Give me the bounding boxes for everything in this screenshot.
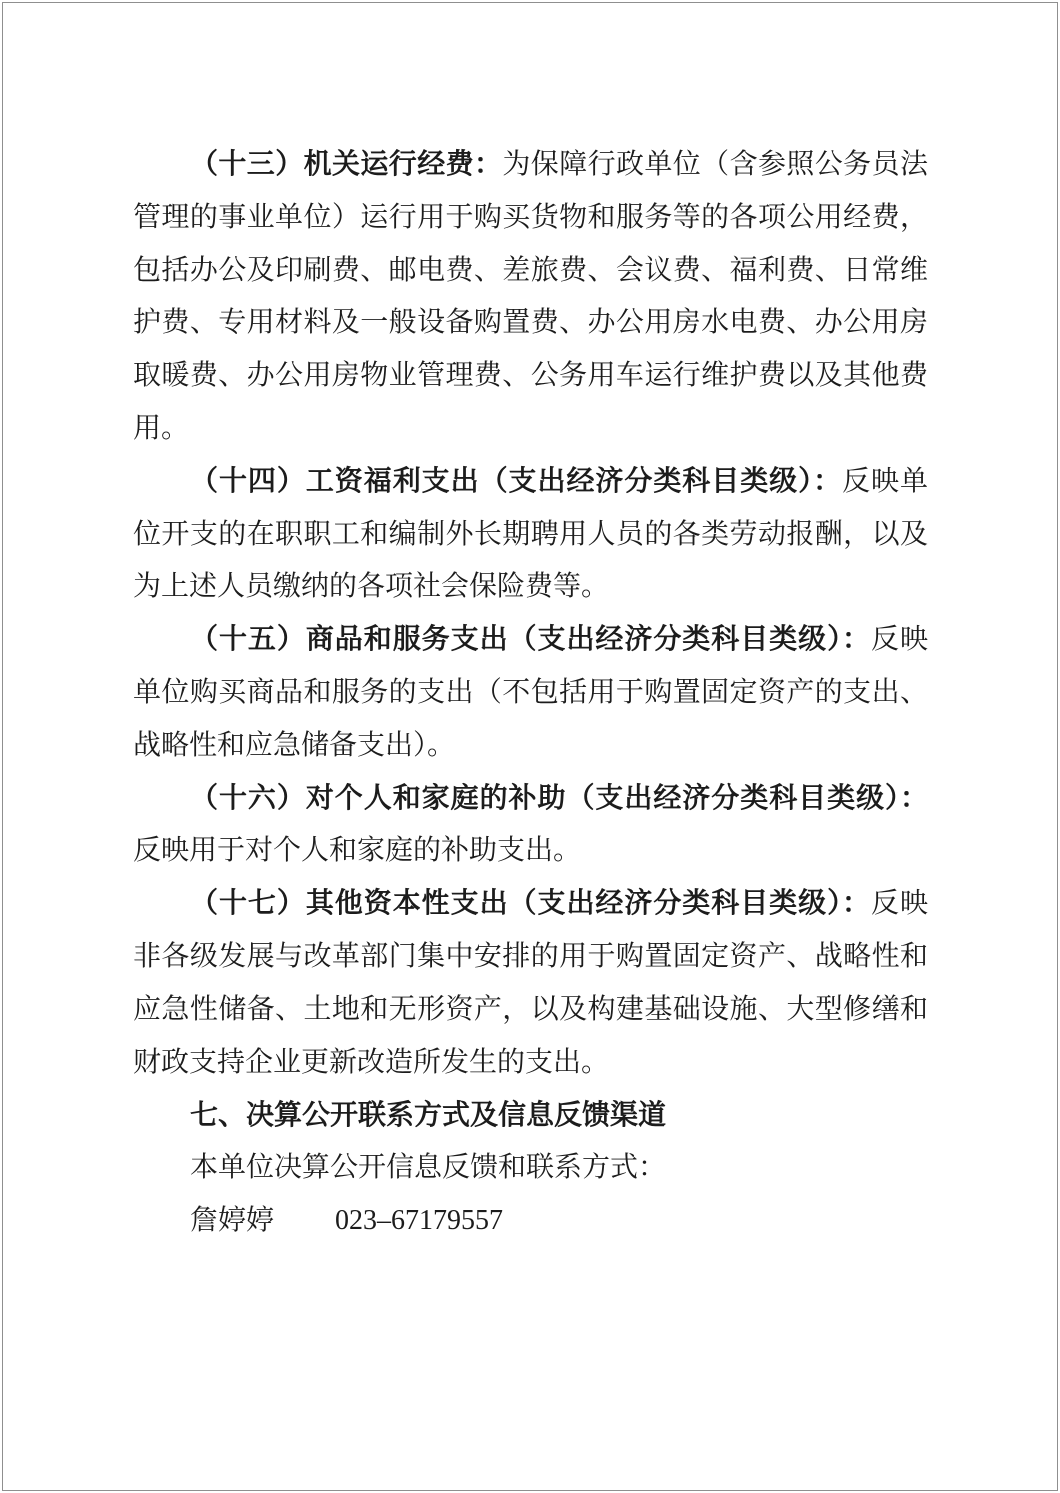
paragraph-line: 包括办公及印刷费、邮电费、差旅费、会议费、福利费、日常维 [133, 254, 928, 286]
paragraph-line: 为上述人员缴纳的各项社会保险费等。 [133, 571, 610, 603]
term-label: （十四）工资福利支出（支出经济分类科目类级）： [190, 465, 843, 497]
term-label: （十六）对个人和家庭的补助（支出经济分类科目类级）： [190, 782, 928, 814]
paragraph-line [133, 456, 928, 509]
document-body [133, 139, 928, 1248]
term-label: （十三）机关运行经费： [190, 149, 503, 180]
paragraph-line: 护费、专用材料及一般设备购置费、办公用房水电费、办公用房 [133, 307, 928, 339]
paragraph-line: 取暖费、办公用房物业管理费、公务用车运行维护费以及其他费 [133, 360, 928, 392]
paragraph-line: 财政支持企业更新改造所发生的支出。 [133, 1046, 610, 1078]
paragraph-line: 位开支的在职职工和编制外长期聘用人员的各类劳动报酬，以及 [133, 518, 928, 550]
paragraph-line [133, 773, 928, 826]
term-label: （十五）商品和服务支出（支出经济分类科目类级）： [190, 624, 872, 656]
paragraph-line: 非各级发展与改革部门集中安排的用于购置固定资产、战略性和 [133, 940, 928, 972]
contact-phone: 023–67179557 [335, 1204, 503, 1236]
paragraph-line [133, 139, 928, 192]
line-text: 反映单 [842, 465, 928, 497]
term-label: （十七）其他资本性支出（支出经济分类科目类级）： [190, 888, 872, 920]
line-text: 反映 [871, 888, 928, 920]
paragraph-line: 战略性和应急储备支出）。 [133, 729, 456, 761]
paragraph-line [133, 614, 928, 667]
contact-name: 詹婷婷 [190, 1204, 275, 1236]
line-text: 为保障行政单位（含参照公务员法 [502, 149, 928, 180]
contact-line [133, 1195, 928, 1248]
paragraph-line: 应急性储备、土地和无形资产，以及构建基础设施、大型修缮和 [133, 993, 928, 1025]
paragraph-line: 单位购买商品和服务的支出（不包括用于购置固定资产的支出、 [133, 676, 928, 708]
contact-intro: 本单位决算公开信息反馈和联系方式： [190, 1152, 667, 1184]
section-heading: 七、决算公开联系方式及信息反馈渠道 [190, 1099, 667, 1131]
paragraph-line: 反映用于对个人和家庭的补助支出。 [133, 835, 582, 867]
paragraph-line: 管理的事业单位）运行用于购买货物和服务等的各项公用经费， [133, 201, 928, 233]
paragraph-line: 用。 [133, 412, 190, 444]
paragraph-line [133, 878, 928, 931]
line-text: 反映 [871, 624, 928, 656]
